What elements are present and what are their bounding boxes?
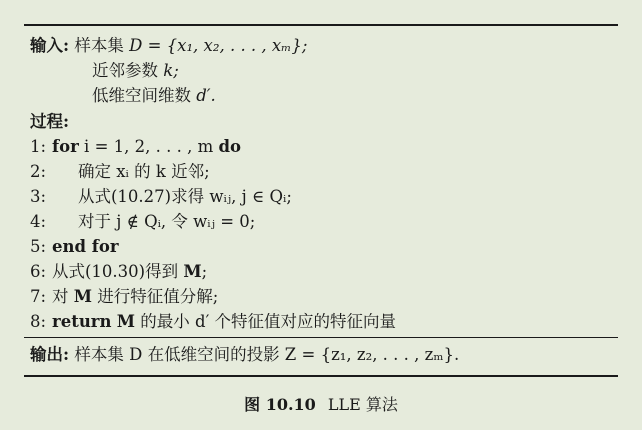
caption-label: 图 10.10: [244, 395, 316, 414]
step-text: 从式(10.27)求得 wᵢⱼ, j ∈ Qᵢ;: [78, 187, 292, 206]
input-k-line: [92, 60, 624, 82]
step-4: [30, 211, 624, 233]
step-text: return M 的最小 d′ 个特征值对应的特征向量: [52, 312, 397, 331]
step-text: 确定 xᵢ 的 k 近邻;: [78, 162, 210, 181]
step-text: 对于 j ∉ Qᵢ, 令 wᵢⱼ = 0;: [78, 212, 256, 231]
step-number: 2:: [30, 162, 47, 181]
input-d-text: 低维空间维数: [92, 86, 191, 105]
step-number: 3:: [30, 187, 47, 206]
figure-caption: [0, 392, 642, 415]
step-7: [30, 286, 624, 308]
step-2: [30, 161, 624, 183]
input-label: 输入:: [30, 36, 70, 55]
step-number: 5:: [30, 237, 47, 256]
step-number: 4:: [30, 212, 47, 231]
input-k-symbol: k;: [163, 61, 179, 80]
step-number: 8:: [30, 312, 47, 331]
output-line: [30, 344, 624, 366]
step-5: [30, 236, 624, 258]
step-number: 1:: [30, 137, 47, 156]
input-k-text: 近邻参数: [92, 61, 158, 80]
input-line: [30, 35, 624, 57]
top-rule: [24, 24, 618, 26]
step-1: [30, 136, 624, 158]
step-number: 6:: [30, 262, 47, 281]
step-3: [30, 186, 624, 208]
step-number: 7:: [30, 287, 47, 306]
step-text: for i = 1, 2, . . . , m do: [52, 137, 242, 156]
input-set: D = {x₁, x₂, . . . , xₘ};: [129, 36, 308, 55]
mid-rule: [24, 337, 618, 338]
input-d-line: [92, 85, 624, 107]
step-text: end for: [52, 237, 119, 256]
process-label: 过程:: [30, 112, 70, 131]
caption-title: LLE 算法: [327, 395, 398, 414]
input-sample-text: 样本集: [74, 36, 124, 55]
step-text: 从式(10.30)得到 M;: [52, 262, 208, 281]
step-text: 对 M 进行特征值分解;: [52, 287, 219, 306]
output-text: 样本集 D 在低维空间的投影 Z = {z₁, z₂, . . . , zₘ}.: [74, 345, 460, 364]
output-label: 输出:: [30, 345, 70, 364]
input-d-symbol: d′.: [196, 86, 216, 105]
step-8: [30, 311, 624, 333]
bottom-rule: [24, 375, 618, 377]
step-6: [30, 261, 624, 283]
